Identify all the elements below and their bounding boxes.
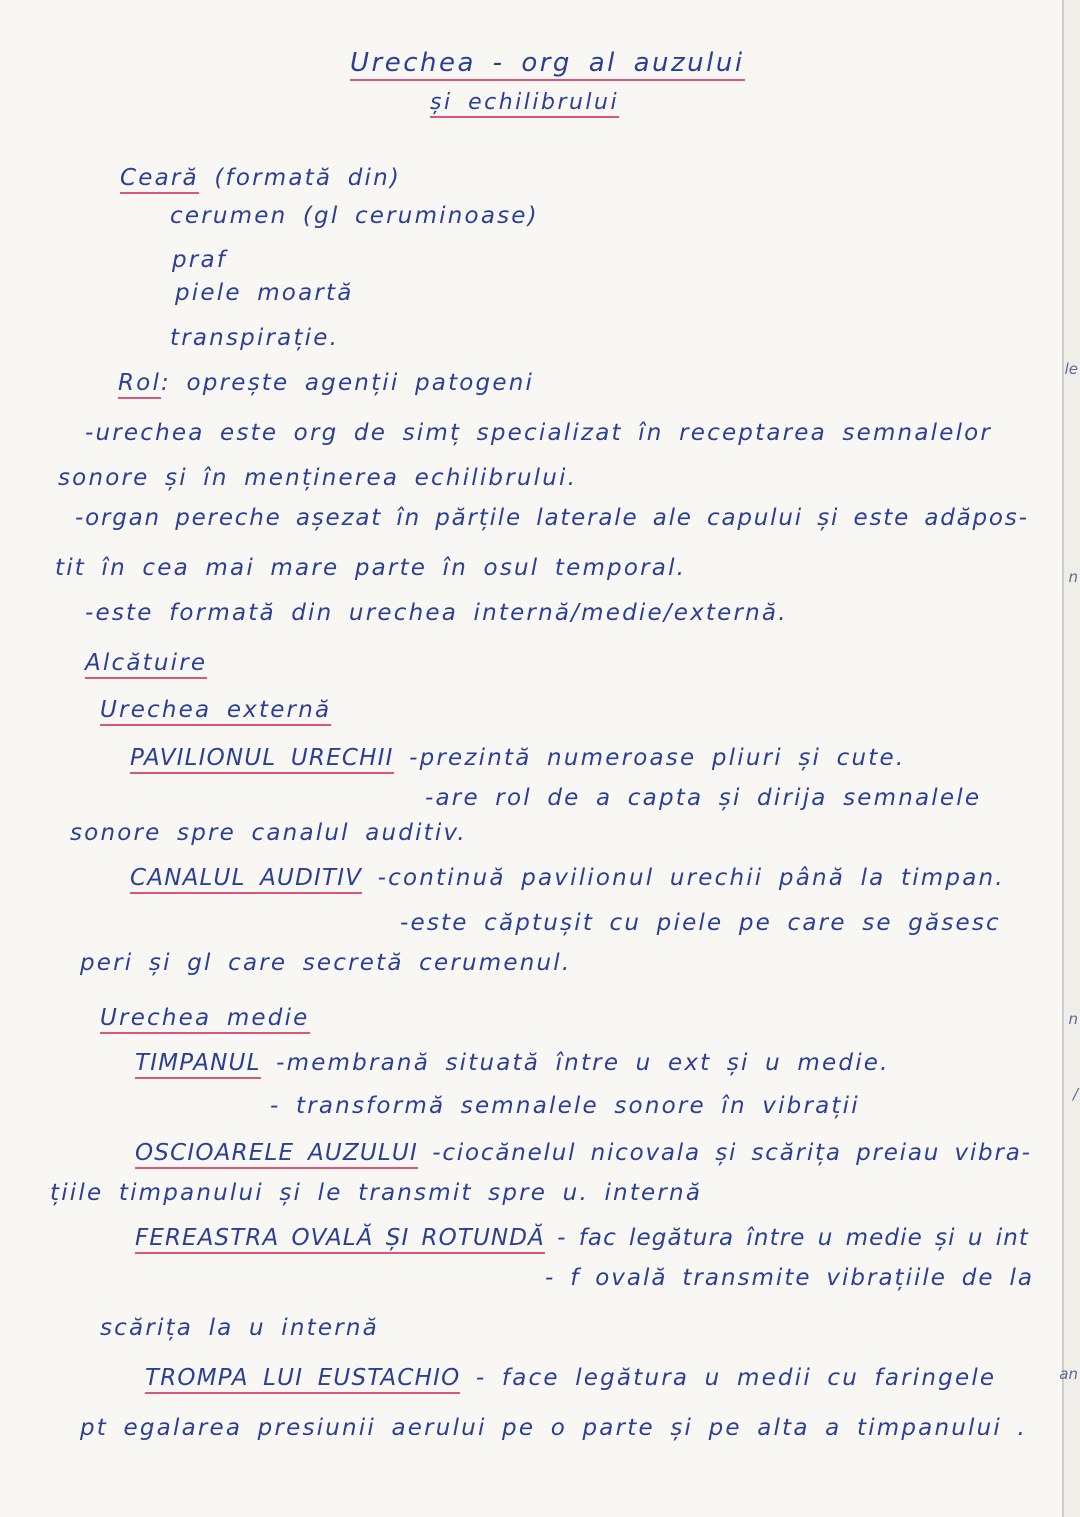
note-line	[100, 1315, 379, 1341]
note-line	[135, 1225, 1029, 1251]
note-line	[50, 1180, 702, 1206]
note-line	[145, 1365, 996, 1391]
note-line	[170, 325, 339, 351]
note-text: -organ pereche așezat în părțile laterale ale capului și este adăpos-	[75, 505, 1029, 531]
note-line	[135, 1050, 890, 1076]
note-text: sonore spre canalul auditiv.	[70, 820, 467, 846]
underlined-heading: Alcătuire	[85, 650, 207, 679]
note-line	[120, 165, 401, 191]
edge-fragment: /	[1072, 1085, 1078, 1103]
underlined-heading: FEREASTRA OVALĂ ȘI ROTUNDĂ	[135, 1225, 545, 1254]
title-text: Urechea - org al auzului	[350, 48, 745, 81]
note-text: -are rol de a capta și dirija semnalele	[425, 785, 982, 811]
note-line	[130, 865, 1005, 891]
note-text: sonore și în menținerea echilibrului.	[58, 465, 578, 491]
note-text: tit în cea mai mare parte în osul temporal.	[55, 555, 687, 581]
note-text: -prezintă numeroase pliuri și cute.	[393, 745, 906, 771]
note-line	[70, 820, 467, 846]
note-line	[85, 600, 788, 626]
title-line-2	[430, 90, 619, 115]
note-text: -este formată din urechea internă/medie/externă.	[85, 600, 788, 626]
edge-fragment: n	[1068, 568, 1078, 586]
note-line	[85, 420, 992, 446]
note-line	[130, 745, 905, 771]
note-line	[425, 785, 981, 811]
note-text: peri și gl care secretă cerumenul.	[80, 950, 572, 976]
note-text: cerumen (gl ceruminoase)	[170, 203, 539, 229]
note-line	[55, 555, 686, 581]
underlined-heading: Urechea externă	[100, 697, 331, 726]
note-text: țiile timpanului și le transmit spre u. internă	[50, 1180, 703, 1206]
title-text: și echilibrului	[430, 90, 619, 118]
underlined-heading: PAVILIONUL URECHII	[130, 745, 394, 774]
note-line	[400, 910, 1001, 936]
title-line-1	[350, 48, 745, 78]
note-text: pt egalarea presiunii aerului pe o parte și pe alta a timpanului .	[80, 1415, 1028, 1441]
note-text: - transformă semnalele sonore în vibrații	[270, 1093, 860, 1119]
note-line	[75, 505, 1029, 531]
note-line	[100, 697, 331, 723]
note-text: (formată din)	[198, 165, 402, 191]
note-text: -ciocănelul nicovala și scărița preiau vibra-	[417, 1140, 1032, 1166]
note-line	[170, 203, 539, 229]
note-line	[270, 1093, 860, 1119]
note-text: -continuă pavilionul urechii până la timpan.	[362, 865, 1005, 891]
note-line	[80, 950, 571, 976]
note-line	[85, 650, 207, 676]
note-text: praf	[172, 247, 228, 273]
underlined-heading: Urechea medie	[100, 1005, 310, 1034]
note-line	[172, 247, 227, 273]
note-text: - face legătura u medii cu faringele	[460, 1365, 997, 1391]
note-line	[100, 1005, 310, 1031]
underlined-heading: CANALUL AUDITIV	[130, 865, 362, 894]
next-page-edge	[1064, 0, 1080, 1517]
edge-fragment: n	[1068, 1010, 1078, 1028]
note-line	[58, 465, 577, 491]
note-text: : oprește agenții patogeni	[161, 370, 535, 396]
note-text: piele moartă	[175, 280, 354, 306]
underlined-heading: OSCIOARELE AUZULUI	[135, 1140, 418, 1169]
note-line	[175, 280, 354, 306]
note-text: -membrană situată între u ext și u medie.	[260, 1050, 890, 1076]
edge-fragment: an	[1059, 1365, 1078, 1383]
note-text: -este căptușit cu piele pe care se găsesc	[400, 910, 1001, 936]
underlined-heading: TROMPA LUI EUSTACHIO	[145, 1365, 460, 1394]
note-text: scărița la u internă	[100, 1315, 379, 1341]
note-line	[118, 370, 534, 396]
note-text: - fac legătura între u medie și u int	[544, 1225, 1029, 1251]
underlined-heading: TIMPANUL	[135, 1050, 261, 1079]
edge-fragment: le	[1064, 360, 1078, 378]
note-text: - f ovală transmite vibrațiile de la	[545, 1265, 1034, 1291]
note-line	[80, 1415, 1027, 1441]
underlined-heading: Rol	[118, 370, 161, 399]
note-text: transpirație.	[170, 325, 340, 351]
note-text: -urechea este org de simț specializat în receptarea semnalelor	[85, 420, 993, 446]
note-line	[135, 1140, 1032, 1166]
underlined-heading: Ceară	[120, 165, 199, 194]
note-line	[545, 1265, 1034, 1291]
